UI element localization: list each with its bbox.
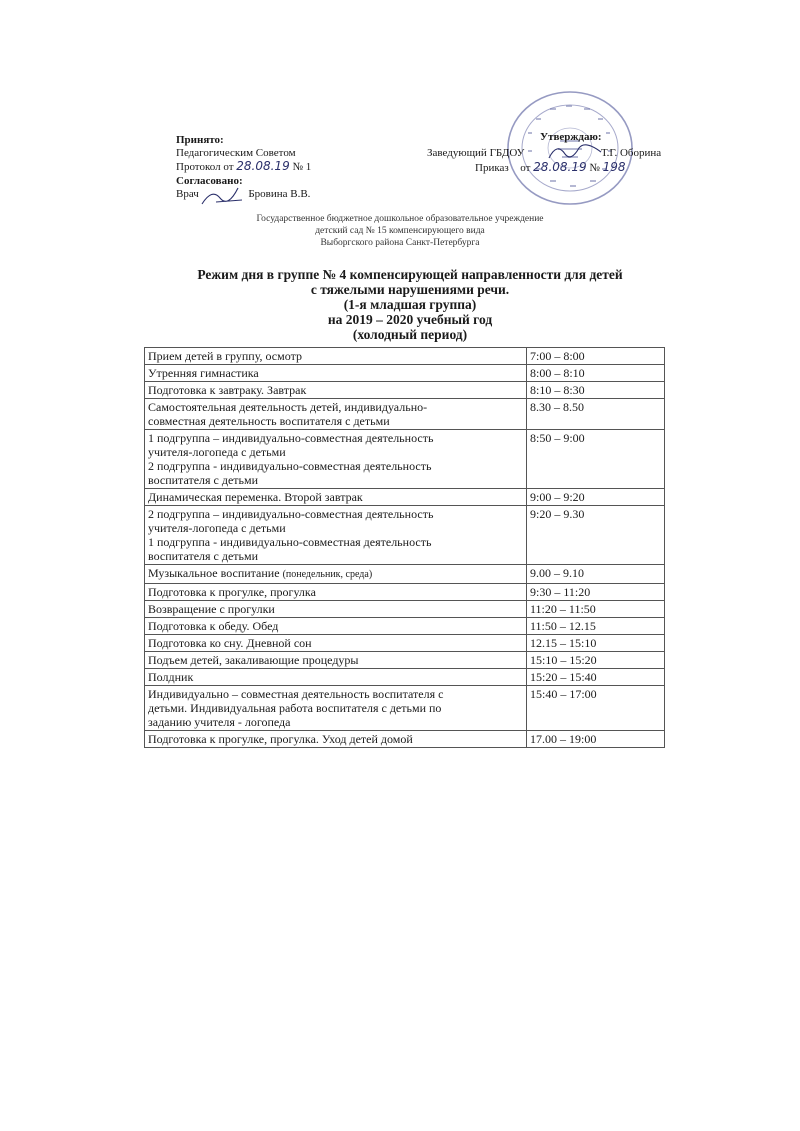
doctor-name: Бровина В.В. (248, 188, 311, 200)
activity-text: Прием детей в группу, осмотр (148, 349, 302, 363)
activity-text: воспитателя с детьми (148, 549, 259, 563)
activity-cell (145, 506, 527, 565)
activity-text: Подготовка к обеду. Обед (148, 619, 279, 633)
time-cell: 15:40 – 17:00 (527, 686, 665, 731)
protocol-line (176, 160, 311, 174)
head-name: Т.Г. Оборина (601, 147, 662, 159)
activity-cell (145, 652, 527, 669)
activity-cell (145, 669, 527, 686)
council-line: Педагогическим Советом (176, 147, 296, 159)
schedule-row (145, 565, 665, 584)
order-line (475, 161, 626, 175)
schedule-row (145, 584, 665, 601)
schedule-row (145, 601, 665, 618)
activity-cell (145, 399, 527, 430)
activity-text: воспитателя с детьми (148, 473, 259, 487)
activity-cell (145, 382, 527, 399)
activity-text: Утренняя гимнастика (148, 366, 259, 380)
agreed-label: Согласовано: (176, 175, 243, 187)
activity-text: Динамическая переменка. Второй завтрак (148, 490, 363, 504)
time-cell: 8.30 – 8.50 (527, 399, 665, 430)
activity-cell (145, 618, 527, 635)
activity-cell (145, 601, 527, 618)
schedule-row (145, 506, 665, 565)
title-line-3: (1-я младшая группа) (343, 297, 477, 312)
activity-text: 1 подгруппа - индивидуально-совместная деятельность (148, 535, 432, 549)
schedule-row (145, 686, 665, 731)
schedule-row (145, 365, 665, 382)
approve-label: Утверждаю: (540, 131, 602, 143)
activity-cell (145, 365, 527, 382)
activity-text: Полдник (148, 670, 194, 684)
schedule-row (145, 618, 665, 635)
time-cell: 15:20 – 15:40 (527, 669, 665, 686)
activity-cell (145, 430, 527, 489)
title-line-1: Режим дня в группе № 4 компенсирующей направленности для детей (197, 267, 623, 282)
activity-text: Музыкальное воспитание (148, 566, 280, 580)
activity-cell (145, 731, 527, 748)
doctor-signature (198, 184, 246, 208)
schedule-row (145, 430, 665, 489)
activity-text: учителя-логопеда с детьми (148, 445, 286, 459)
activity-text: Подготовка к прогулке, прогулка. Уход детей домой (148, 732, 413, 746)
time-cell: 9:00 – 9:20 (527, 489, 665, 506)
time-cell: 12.15 – 15:10 (527, 635, 665, 652)
time-cell: 11:50 – 12.15 (527, 618, 665, 635)
time-cell: 11:20 – 11:50 (527, 601, 665, 618)
activity-text: Подготовка к завтраку. Завтрак (148, 383, 307, 397)
protocol-number: № 1 (292, 161, 312, 173)
activity-text: 2 подгруппа – индивидуально-совместная деятельность (148, 507, 434, 521)
accepted-label: Принято: (176, 134, 224, 146)
schedule-row (145, 635, 665, 652)
protocol-date: 28.08.19 (236, 159, 290, 173)
activity-text: Подъем детей, закаливающие процедуры (148, 653, 359, 667)
activity-text: 1 подгруппа – индивидуально-совместная деятельность (148, 431, 434, 445)
schedule-row (145, 489, 665, 506)
protocol-prefix: Протокол от (176, 161, 234, 173)
activity-text: совместная деятельность воспитателя с детьми (148, 414, 390, 428)
activity-text (148, 566, 523, 582)
time-cell: 7:00 – 8:00 (527, 348, 665, 365)
activity-cell (145, 348, 527, 365)
activity-text: 2 подгруппа - индивидуально-совместная деятельность (148, 459, 432, 473)
activity-text: детьми. Индивидуальная работа воспитателя с детьми по (148, 701, 442, 715)
time-cell: 9:30 – 11:20 (527, 584, 665, 601)
schedule-row (145, 382, 665, 399)
activity-cell (145, 686, 527, 731)
schedule-body (145, 348, 665, 748)
title-line-5: (холодный период) (352, 327, 468, 342)
schedule-row (145, 731, 665, 748)
activity-cell (145, 584, 527, 601)
order-prefix: Приказ (475, 162, 509, 174)
activity-text: Подготовка ко сну. Дневной сон (148, 636, 312, 650)
time-cell: 8:10 – 8:30 (527, 382, 665, 399)
activity-text: заданию учителя - логопеда (148, 715, 291, 729)
activity-text: учителя-логопеда с детьми (148, 521, 286, 535)
order-date: 28.08.19 (533, 160, 587, 174)
schedule-row (145, 399, 665, 430)
activity-cell (145, 489, 527, 506)
time-cell: 8:00 – 8:10 (527, 365, 665, 382)
order-number: 198 (602, 160, 626, 174)
time-cell: 15:10 – 15:20 (527, 652, 665, 669)
organization-line-2: детский сад № 15 компенсирующего вида (315, 226, 485, 236)
time-cell: 9.00 – 9.10 (527, 565, 665, 584)
schedule-row (145, 348, 665, 365)
title-line-4: на 2019 – 2020 учебный год (327, 312, 493, 327)
activity-text: Самостоятельная деятельность детей, индивидуально- (148, 400, 428, 414)
activity-text: Возвращение с прогулки (148, 602, 275, 616)
activity-text: Индивидуально – совместная деятельность воспитателя с (148, 687, 444, 701)
time-cell: 8:50 – 9:00 (527, 430, 665, 489)
title-line-2: с тяжелыми нарушениями речи. (310, 282, 510, 297)
time-cell: 17.00 – 19:00 (527, 731, 665, 748)
time-cell: 9:20 – 9.30 (527, 506, 665, 565)
head-line: Заведующий ГБДОУ (427, 147, 525, 159)
organization-line-3: Выборгского района Санкт-Петербурга (320, 238, 480, 248)
organization-line-1: Государственное бюджетное дошкольное образовательное учреждение (256, 214, 544, 224)
schedule-row (145, 652, 665, 669)
schedule-table (144, 347, 665, 748)
activity-note: (понедельник, среда) (282, 569, 373, 580)
activity-cell (145, 565, 527, 584)
schedule-row (145, 669, 665, 686)
doctor-label: Врач (176, 188, 199, 200)
activity-cell (145, 635, 527, 652)
order-from: от (520, 162, 531, 174)
activity-text: Подготовка к прогулке, прогулка (148, 585, 316, 599)
order-number-prefix: № (589, 162, 600, 174)
